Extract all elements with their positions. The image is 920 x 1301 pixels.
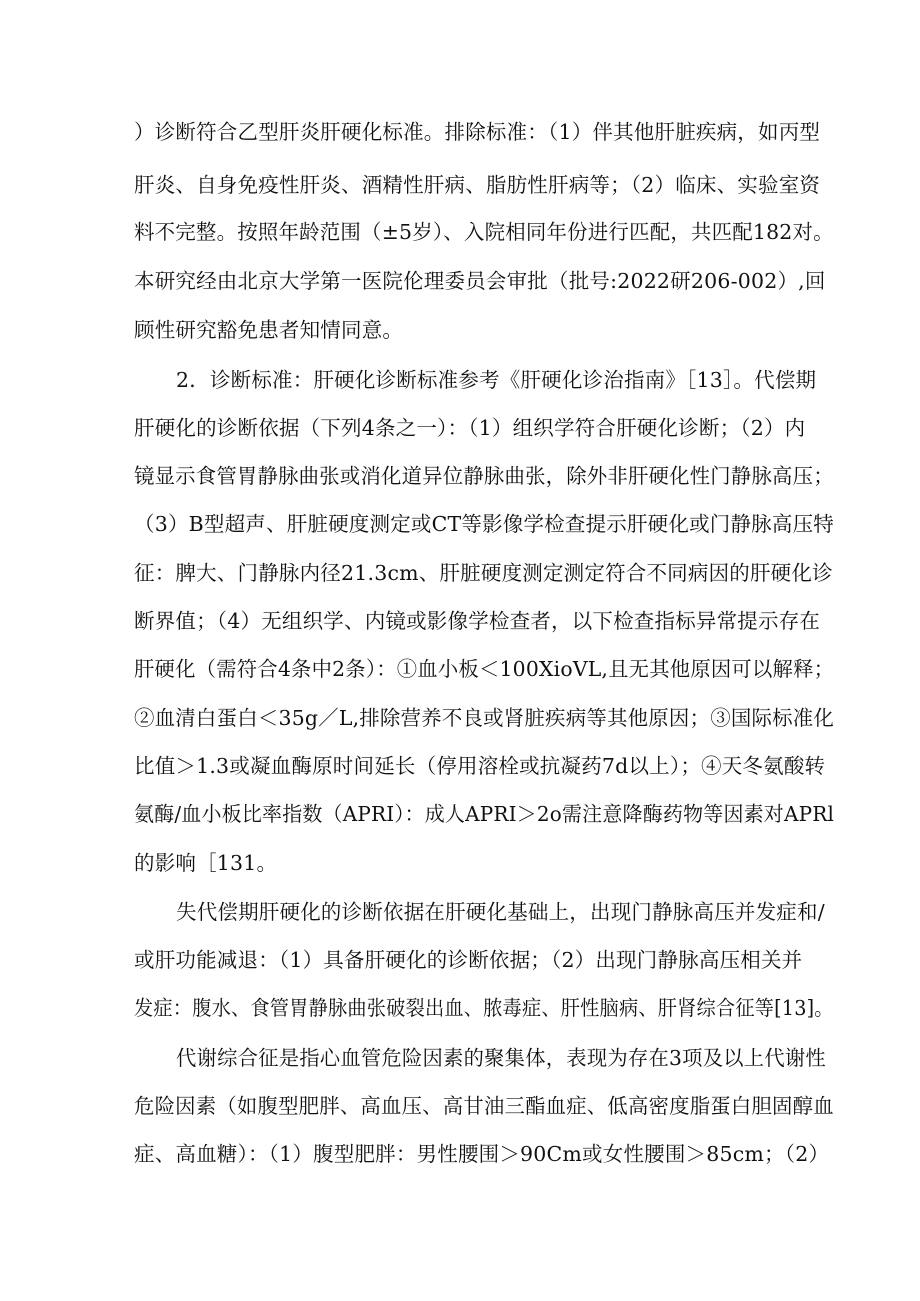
text-line: 症、高血糖）：（1）腹型肥胖：男性腰围＞90Cm或女性腰围＞85cm；（2）: [134, 1142, 830, 1166]
text-line: 的影响［131。: [134, 851, 278, 875]
text-line: 断界值；（4）无组织学、内镜或影像学检查者，以下检查指标异常提示存在: [134, 609, 821, 633]
text-line: 危险因素（如腹型肥胖、高血压、高甘油三酯血症、低高密度脂蛋白胆固醇血: [134, 1094, 834, 1118]
text-line: 本研究经由北京大学第一医院伦理委员会审批（批号:2022研206-002）,回: [134, 269, 826, 293]
text-line: 代谢综合征是指心血管危险因素的聚集体，表现为存在3项及以上代谢性: [176, 1046, 826, 1070]
text-line: 氨酶/血小板比率指数（APRI）：成人APRI＞2o需注意降酶药物等因素对APRl: [134, 802, 835, 826]
text-line: 2．诊断标准：肝硬化诊断标准参考《肝硬化诊治指南》［13］。代偿期: [176, 368, 817, 392]
text-line: ②血清白蛋白＜35g／L,排除营养不良或肾脏疾病等其他原因；③国际标准化: [134, 706, 835, 730]
text-line: （3）B型超声、肝脏硬度测定或CT等影像学检查提示肝硬化或门静脉高压特: [134, 512, 834, 536]
text-line: 镜显示食管胃静脉曲张或消化道异位静脉曲张，除外非肝硬化性门静脉高压；: [134, 464, 834, 488]
text-line: 料不完整。按照年龄范围（±5岁）、入院相同年份进行匹配，共匹配182对。: [134, 220, 834, 244]
text-line: 顾性研究豁免患者知情同意。: [134, 318, 404, 342]
text-line: 发症：腹水、食管胃静脉曲张破裂出血、脓毒症、肝性脑病、肝肾综合征等[13]。: [134, 996, 834, 1020]
text-line: 肝硬化（需符合4条中2条）：①血小板＜100XioVL,且无其他原因可以解释；: [134, 657, 835, 681]
text-line: 肝炎、自身免疫性肝炎、酒精性肝病、脂肪性肝病等；（2）临床、实验室资: [134, 173, 821, 197]
text-line: ）诊断符合乙型肝炎肝硬化标准。排除标准：（1）伴其他肝脏疾病，如丙型: [134, 120, 821, 144]
text-line: 或肝功能减退：（1）具备肝硬化的诊断依据；（2）出现门静脉高压相关并: [134, 948, 803, 972]
text-line: 比值＞1.3或凝血酶原时间延长（停用溶栓或抗凝药7d以上）；④天冬氨酸转: [134, 754, 826, 778]
text-line: 肝硬化的诊断依据（下列4条之一）：（1）组织学符合肝硬化诊断；（2）内: [134, 416, 806, 440]
text-line: 征：脾大、门静脉内径21.3cm、肝脏硬度测定测定符合不同病因的肝硬化诊: [134, 561, 833, 585]
text-line: 失代偿期肝硬化的诊断依据在肝硬化基础上，出现门静脉高压并发症和/: [176, 900, 825, 924]
